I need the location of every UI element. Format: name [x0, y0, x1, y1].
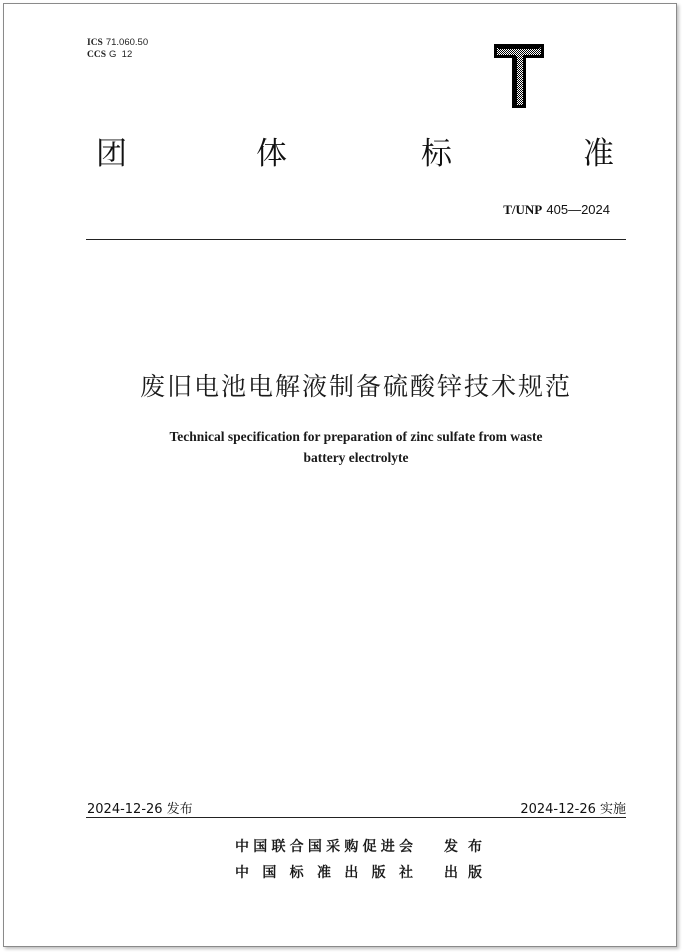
publisher-line: [235, 836, 482, 856]
publisher-line: [235, 862, 482, 882]
group-standard-logo-icon: [492, 42, 546, 110]
standard-type-heading: [96, 136, 618, 176]
publisher-name: 中国联合国采购促进会: [235, 839, 413, 855]
standard-number: [503, 202, 610, 218]
title-english-line: battery electrolyte: [303, 450, 409, 465]
release-date: 2024-12-26 发布: [87, 802, 193, 817]
ics-code: [87, 37, 148, 49]
ccs-code: [87, 49, 148, 61]
document-title-chinese: 废旧电池电解液制备硫酸锌技术规范: [139, 372, 572, 401]
implementation-date: 2024-12-26 实施: [520, 802, 626, 817]
standard-type-char: 准: [583, 136, 614, 172]
standard-type-char: 团: [96, 136, 127, 172]
ics-value: 71.060.50: [105, 37, 149, 48]
logo-letter: T: [492, 42, 493, 43]
publisher-role: 发 布: [444, 839, 482, 855]
ics-label: ICS: [87, 38, 103, 48]
classification-codes: [87, 37, 148, 61]
ccs-label: CCS: [87, 50, 107, 60]
standard-type-char: 标: [421, 136, 452, 172]
standard-number-prefix: T/UNP: [503, 202, 543, 217]
footer-divider: [86, 817, 626, 818]
document-title-english: [100, 426, 612, 468]
header-divider: [86, 239, 626, 240]
standard-number-value: 405—2024: [546, 202, 610, 217]
publisher-role: 出 版: [444, 865, 482, 881]
ccs-value: G 12: [109, 49, 133, 60]
title-english-line: Technical specification for preparation of zinc sulfate from waste: [169, 429, 543, 444]
standard-type-char: 体: [256, 136, 287, 172]
publisher-name: 中 国 标 准 出 版 社: [235, 865, 413, 881]
